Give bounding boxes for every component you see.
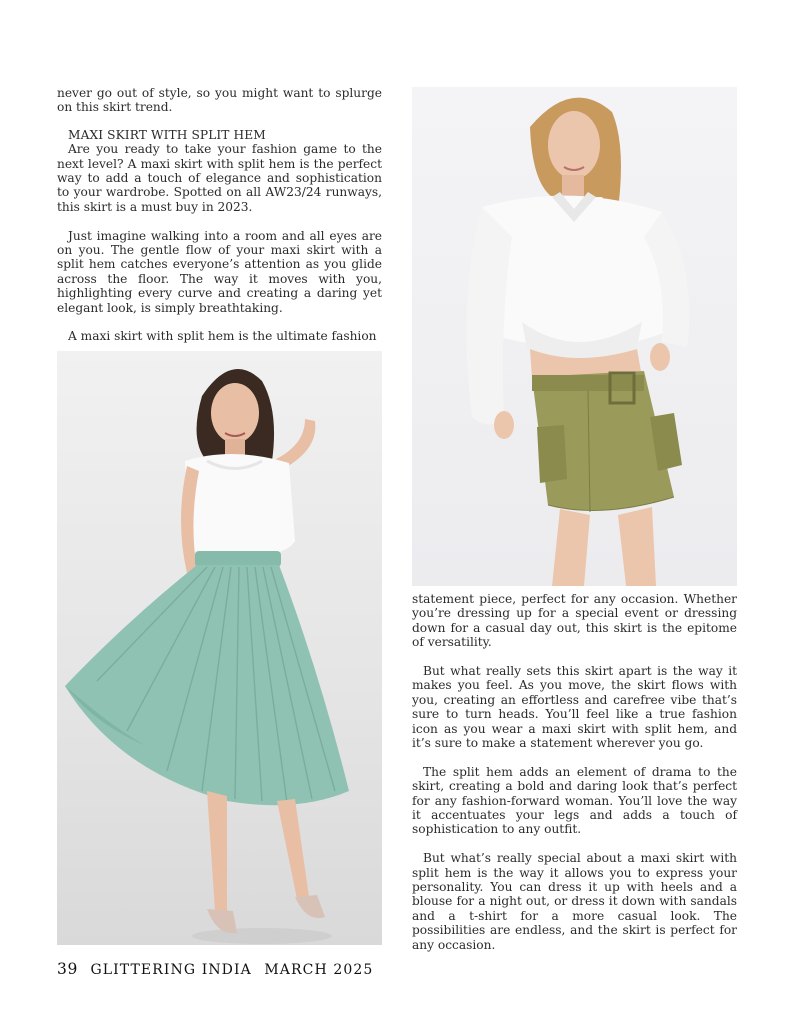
article-paragraph-continuation: statement piece, perfect for any occasion. Whether you’re dressing up for a special event or dressing down for a casual day out, this skirt is the epitome of versatility.	[412, 592, 737, 650]
page-footer	[57, 960, 380, 978]
article-paragraph: The split hem adds an element of drama to the skirt, creating a bold and daring look that’s perfect for any fashion-forward woman. You’ll love the way it accentuates your legs and adds a touch of sophistication to any outfit.	[412, 764, 737, 837]
photo-mint-pleated-skirt	[57, 351, 382, 945]
left-text-column	[57, 86, 382, 344]
article-paragraph: But what’s really special about a maxi skirt with split hem is the way it allows you to express your personality. You can dress it up with heels and a blouse for a night out, or dress it down with sandals and a t-shirt for a more casual look. The possibilities are endless, and the skirt is perfect for any occasion.	[412, 851, 737, 952]
right-text-column	[412, 592, 737, 952]
section-subheading: MAXI SKIRT WITH SPLIT HEM	[68, 127, 266, 142]
photo-olive-cargo-skirt	[412, 87, 737, 586]
article-paragraph: Just imagine walking into a room and all eyes are on you. The gentle flow of your maxi skirt with a split hem catches everyone’s attention as you glide across the floor. The way it moves with you, highlighting every curve and creating a daring yet elegant look, is simply breathtaking.	[57, 228, 382, 315]
page-number: 39	[57, 960, 78, 978]
magazine-name: GLITTERING INDIA	[90, 962, 252, 978]
article-paragraph: But what really sets this skirt apart is the way it makes you feel. As you move, the skirt flows with you, creating an effortless and carefree vibe that’s sure to turn heads. You’ll feel like a true fashion icon as you wear a maxi skirt with split hem, and it’s sure to make a statement wherever you go.	[412, 664, 737, 751]
article-paragraph: A maxi skirt with split hem is the ultimate fashion	[68, 329, 377, 344]
article-paragraph: Are you ready to take your fashion game to the next level? A maxi skirt with split hem is the perfect way to add a touch of elegance and sophistication to your wardrobe. Spotted on all AW23/24 runways, this skirt is a must buy in 2023.	[57, 142, 382, 214]
article-paragraph-continuation: never go out of style, so you might want to splurge on this skirt trend.	[57, 86, 382, 115]
issue-date: MARCH 2025	[264, 962, 374, 978]
